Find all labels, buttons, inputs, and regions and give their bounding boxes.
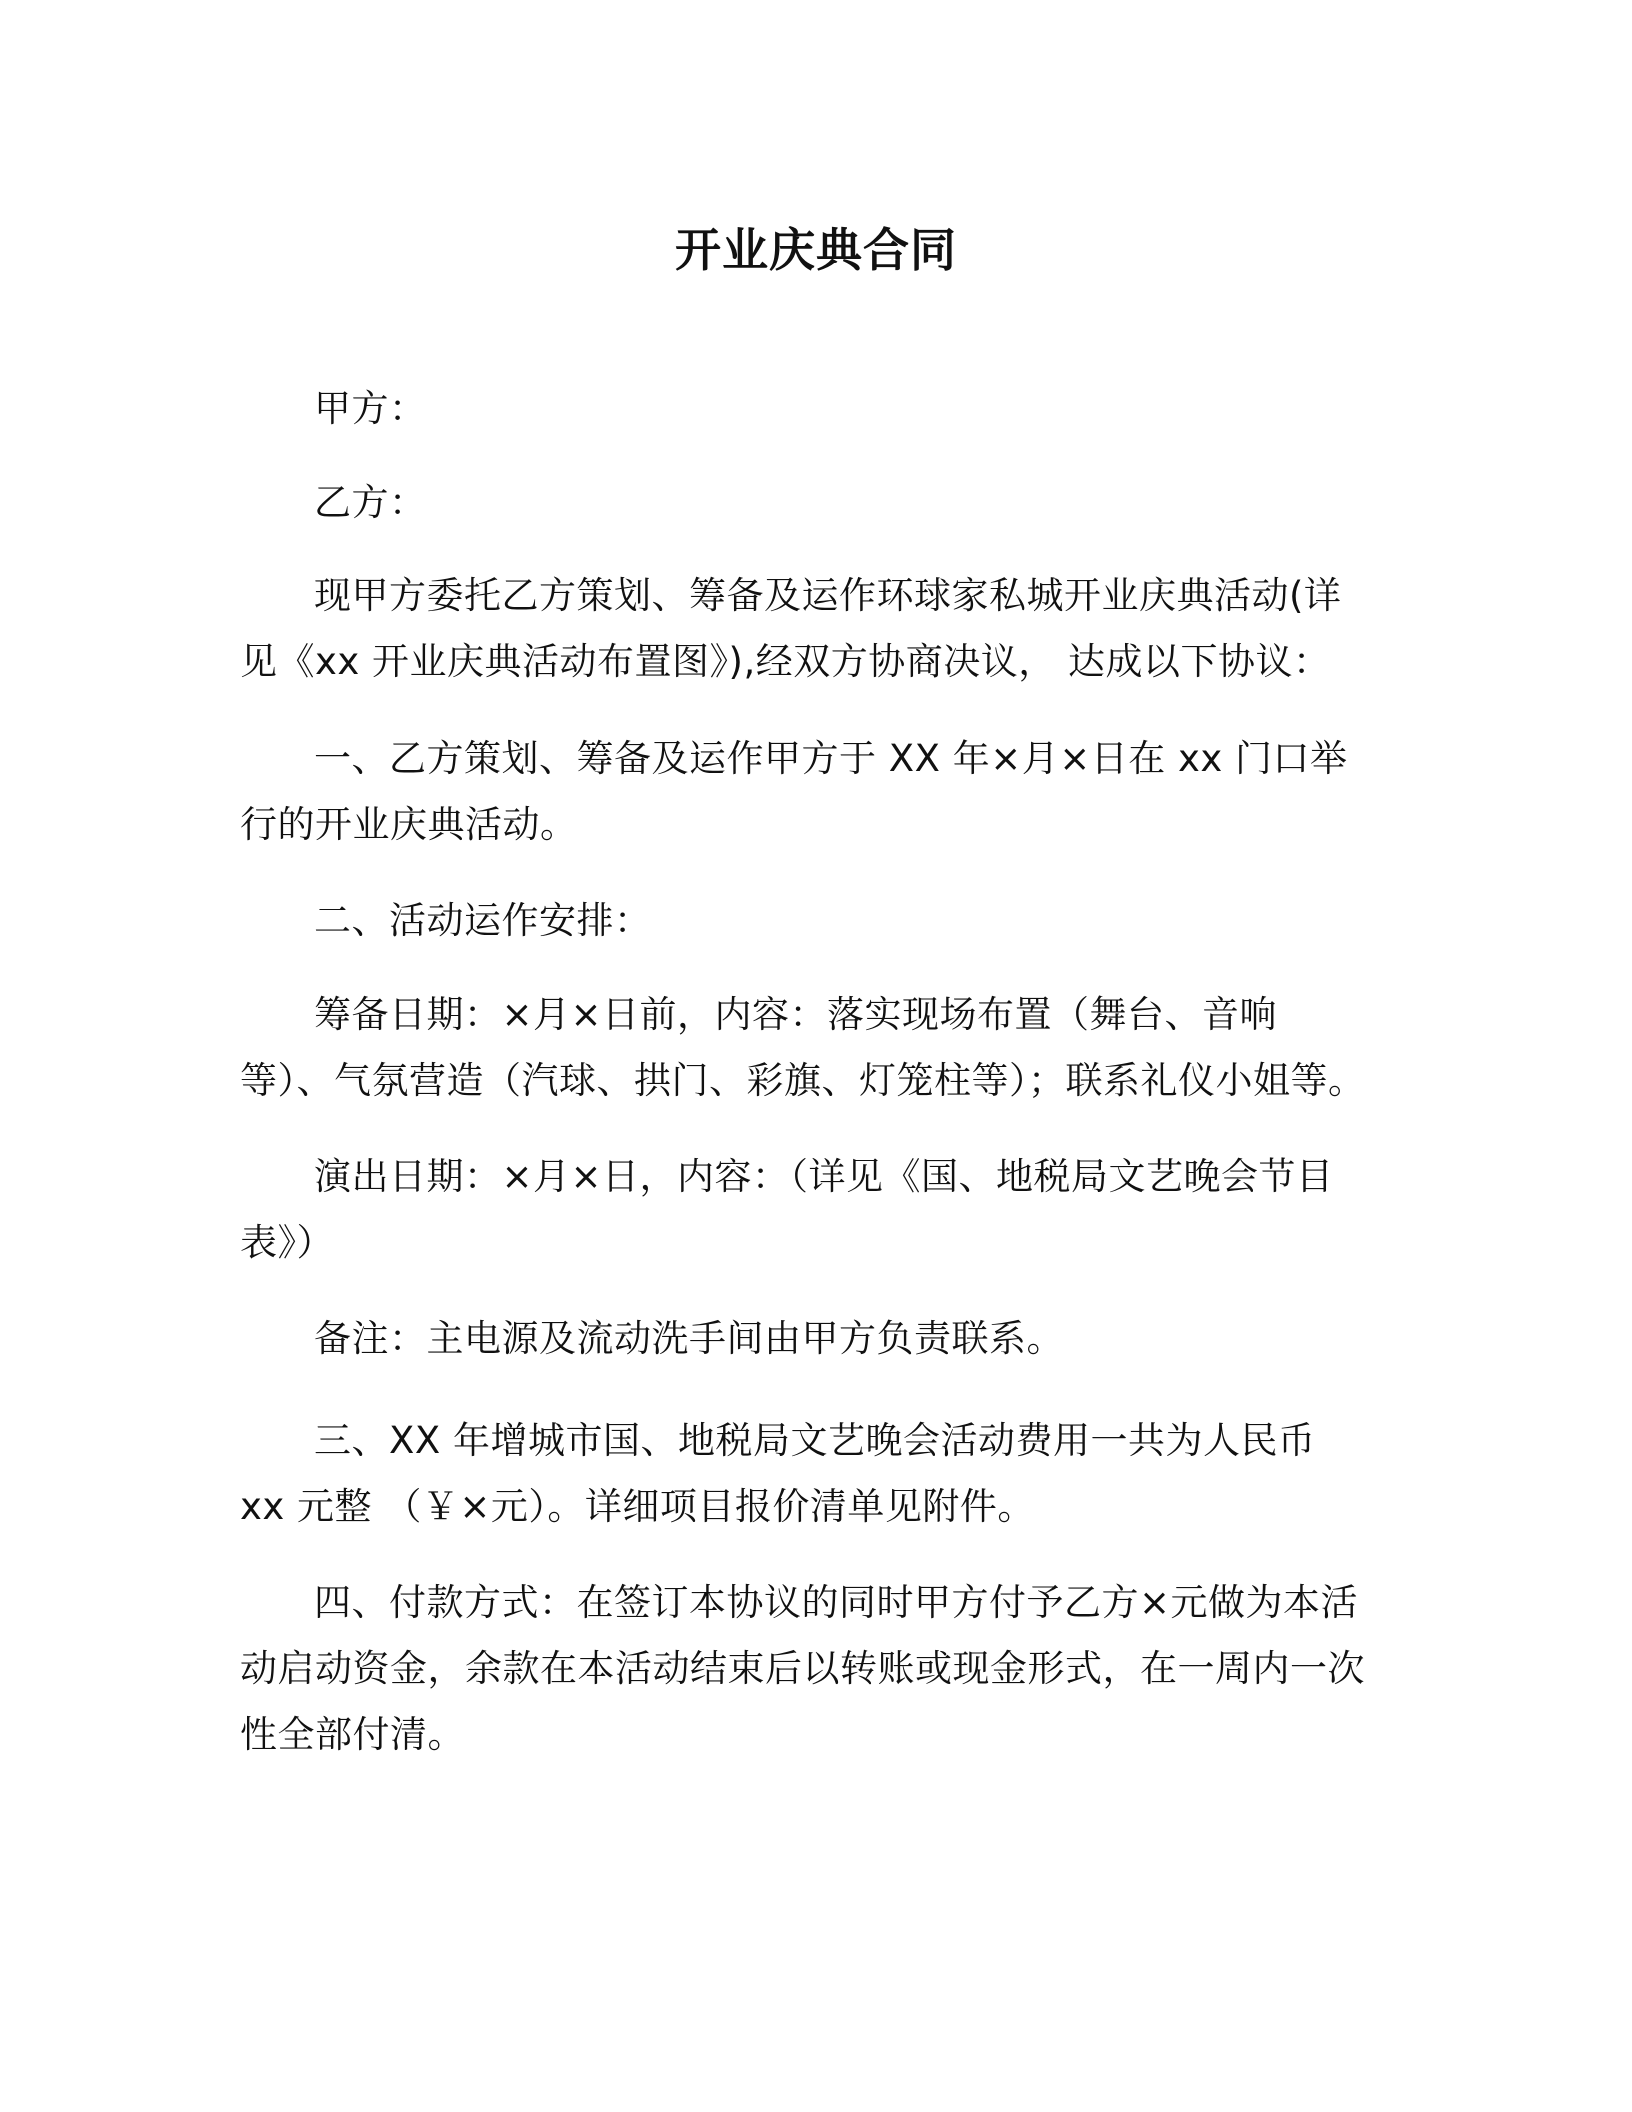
party-a-line: 甲方： [314, 387, 427, 430]
clause-4: 四、付款方式：在签订本协议的同时甲方付予乙方×元做为本活动启动资金，余款在本活动结束后以转账或现金形式，在一周内一次性全部付清。 [240, 1581, 1365, 1756]
note-paragraph: 备注：主电源及流动洗手间由甲方负责联系。 [314, 1317, 1064, 1360]
clause-3: 三、XX 年增城市国、地税局文艺晚会活动费用一共为人民币 xx 元整 （￥×元）。详细项目报价清单见附件。 [240, 1419, 1316, 1528]
intro-paragraph: 现甲方委托乙方策划、筹备及运作环球家私城开业庆典活动(详见《xx 开业庆典活动布置图》),经双方协商决议， 达成以下协议： [240, 574, 1342, 683]
clause-1: 一、乙方策划、筹备及运作甲方于 XX 年×月×日在 xx 门口举行的开业庆典活动。 [240, 737, 1348, 846]
performance-paragraph: 演出日期：×月×日，内容：（详见《国、地税局文艺晚会节目表》） [240, 1155, 1334, 1264]
document-title: 开业庆典合同 [675, 223, 957, 277]
clause-2-heading: 二、活动运作安排： [314, 899, 652, 942]
party-b-line: 乙方： [314, 481, 427, 524]
preparation-paragraph: 筹备日期：×月×日前，内容：落实现场布置（舞台、音响等）、气氛营造（汽球、拱门、彩旗、灯笼柱等）；联系礼仪小姐等。 [240, 993, 1366, 1102]
